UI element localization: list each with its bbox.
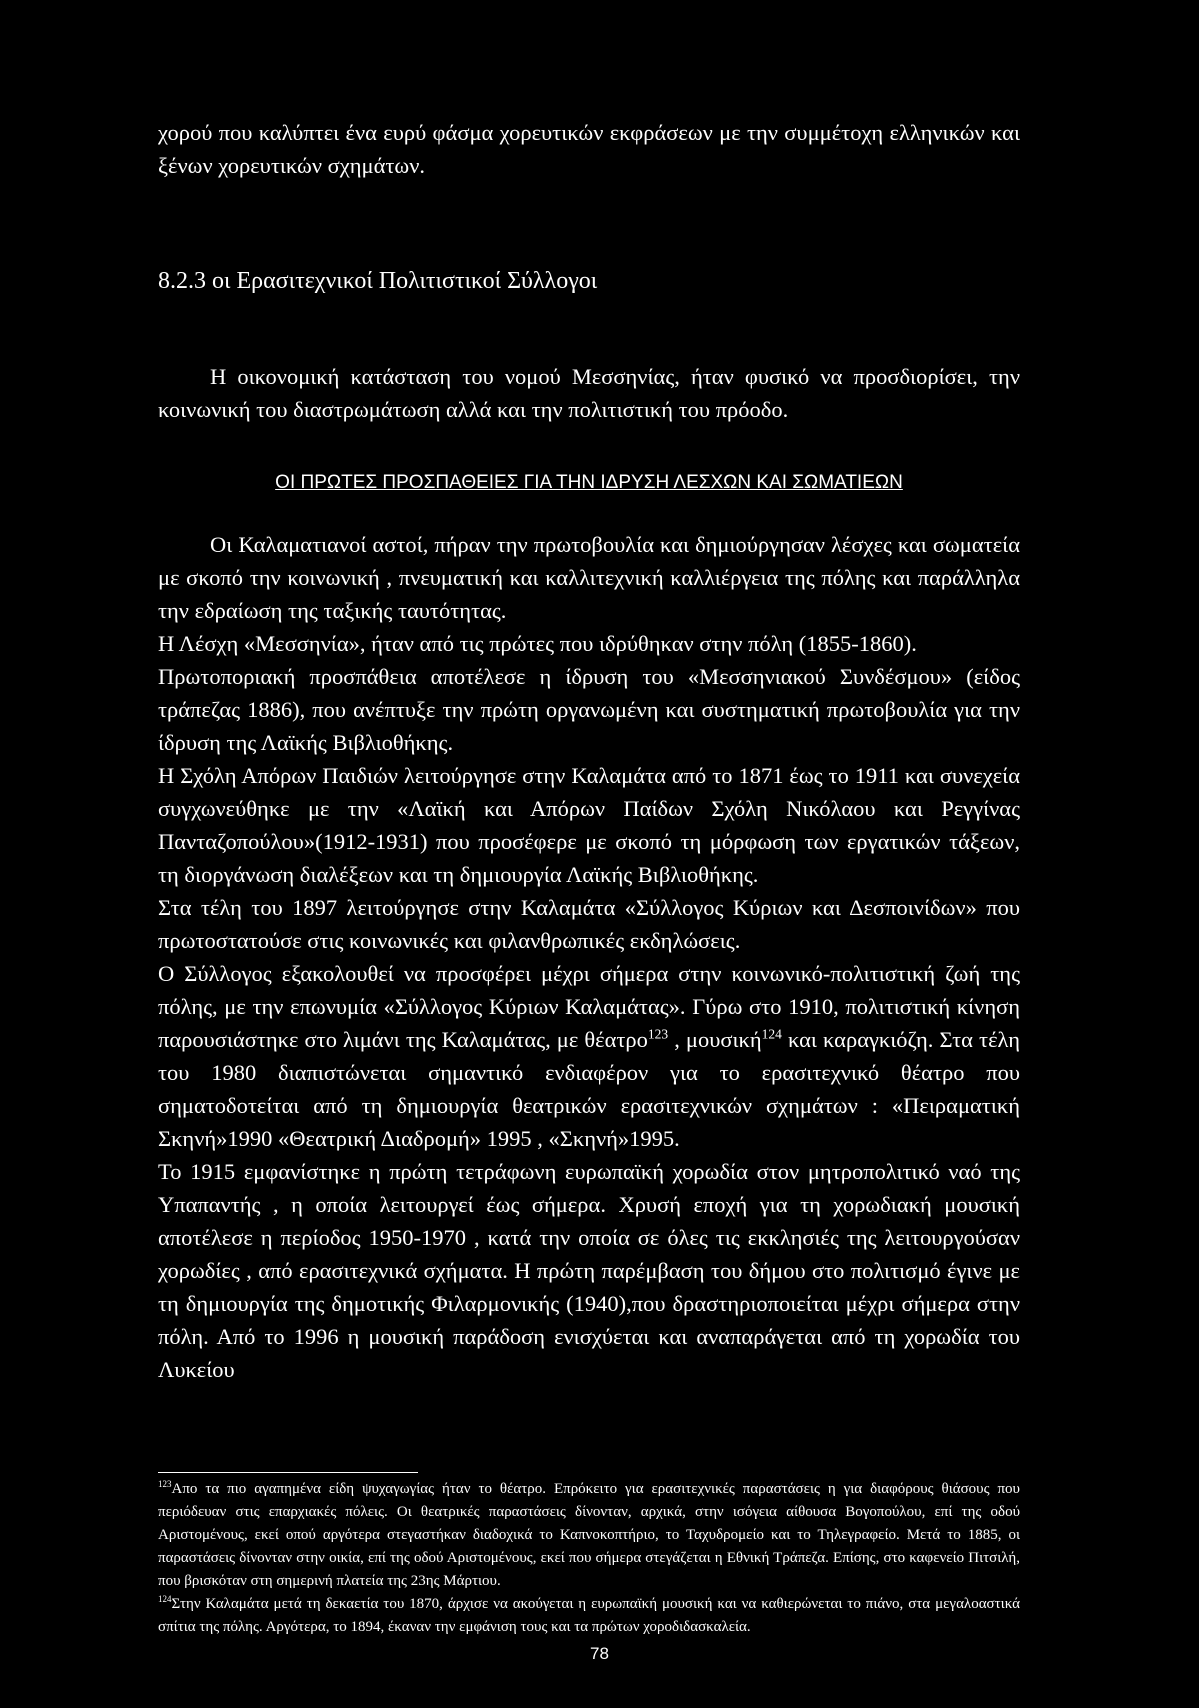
footnote-separator bbox=[158, 1472, 418, 1473]
footnote-ref-124[interactable]: 124 bbox=[761, 1026, 782, 1042]
intro-continuation bbox=[158, 116, 1020, 182]
paragraph-citizens: Οι Καλαματιανοί αστοί, πήραν την πρωτοβουλία και δημιούργησαν λέσχες και σωματεία με σκοπό την κοινωνική , πνευματική και καλλιτεχνική καλλιέργεια της πόλης και παράλληλα την εδραίωση της ταξικής ταυτότητας. bbox=[158, 532, 1020, 623]
paragraph-messinia-club: Η Λέσχη «Μεσσηνία», ήταν από τις πρώτες που ιδρύθηκαν στην πόλη (1855-1860). bbox=[158, 631, 917, 656]
main-text bbox=[158, 528, 1020, 1386]
paragraph-poor-children-school: Η Σχόλη Απόρων Παιδιών λειτούργησε στην Καλαμάτα από το 1871 έως το 1911 και συνεχεία συγχωνεύθηκε με την «Λαϊκή και Απόρων Παίδων Σχόλη Νικόλαου και Ρεγγίνας Πανταζοπούλου»(1912-1931) που προσέφερε με σκοπό τη μόρφωση των εργατικών τάξεων, τη διοργάνωση διαλέξεων και τη δημιουργία Λαϊκής Βιβλιοθήκης. bbox=[158, 763, 1020, 887]
paragraph-theatre-part-c: και καραγκιόζη. Στα τέλη του 1980 διαπιστώνεται σημαντικό ενδιαφέρον για το ερασιτεχνικό θέατρο που σηματοδοτείται από τη δημιουργία θεατρικών ερασιτεχνικών σχημάτων : «Πειραματική Σκηνή»1990 «Θεατρική Διαδρομή» 1995 , «Σκηνή»1995. bbox=[158, 1027, 1021, 1151]
footnote-text-124: Στην Καλαμάτα μετά τη δεκαετία του 1870, άρχισε να ακούγεται η ευρωπαϊκή μουσική και να καθιερώνεται το πιάνο, στα μεγαλοαστικά σπίτια της πόλης. Αργότερα, το 1894, έκαναν την εμφάνιση τους και τα πρώτων χοροδιδασκαλεία. bbox=[158, 1596, 1020, 1635]
footnote-text-123: Απο τα πιο αγαπημένα είδη ψυχαγωγίας ήταν το θέατρο. Επρόκειτο για ερασιτεχνικές παραστάσεις η για διαφόρους θιάσους που περιόδευαν στις επαρχιακές πόλεις. Οι θεατρικές παραστάσεις δίνονταν, αρχικά, στην ισόγεια αίθουσα Βογοπούλου, επί της οδού Αριστομένους, εκεί οπού αργότερα στεγαστήκαν διαδοχικά το Καπνοκοπτήριο, το Ταχυδρομείο και το Τηλεγραφείο. Μετά το 1885, οι παραστάσεις δίνονταν στην οικία, επί της οδού Αριστομένους, εκεί που σήμερα στεγάζεται η Εθνική Τράπεζα. Επίσης, στο καφενείο Πιτσιλή, που βρισκόταν στη σημερινή πλατεία της 23ης Μάρτιου. bbox=[158, 1481, 1020, 1589]
opening-paragraph bbox=[158, 360, 1020, 426]
footnote-number-124: 124 bbox=[158, 1594, 172, 1604]
footnote-123 bbox=[158, 1478, 1020, 1593]
paragraph-choir: Το 1915 εμφανίστηκε η πρώτη τετράφωνη ευρωπαϊκή χορωδία στον μητροπολιτικό ναό της Υπαπαντής , η οποία λειτουργεί έως σήμερα. Χρυσή εποχή για τη χορωδιακή μουσική αποτέλεσε η περίοδος 1950-1970 , κατά την οποία σε όλες τις εκκλησιές της λειτουργούσαν χορωδίες , από ερασιτεχνικά σχήματα. Η πρώτη παρέμβαση του δήμου στο πολιτισμό έγινε με τη δημιουργία της δημοτικής Φιλαρμονικής (1940),που δραστηριοποιείται μέχρι σήμερα στην πόλη. Από το 1996 η μουσική παράδοση ενισχύεται και αναπαράγεται από τη χορωδία του Λυκείου bbox=[158, 1159, 1020, 1382]
section-title: οι Ερασιτεχνικοί Πολιτιστικοί Σύλλογοι bbox=[212, 268, 598, 294]
paragraph-messinian-union: Πρωτοποριακή προσπάθεια αποτέλεσε η ίδρυση του «Μεσσηνιακού Συνδέσμου» (είδος τράπεζας 1886), που ανέπτυξε την πρώτη οργανωμένη και συστηματική πρωτοβουλία για την ίδρυση της Λαϊκής Βιβλιοθήκης. bbox=[158, 664, 1020, 755]
footnotes bbox=[158, 1478, 1020, 1639]
section-number: 8.2.3 bbox=[158, 268, 206, 294]
paragraph-theatre-part-b: , μουσική bbox=[668, 1027, 762, 1052]
paragraph-ladies-association: Στα τέλη του 1897 λειτούργησε στην Καλαμάτα «Σύλλογος Κύριων και Δεσποινίδων» που πρωτοστατούσε στις κοινωνικές και φιλανθρωπικές εκδηλώσεις. bbox=[158, 895, 1020, 953]
subheading-text: ΟΙ ΠΡΩΤΕΣ ΠΡΟΣΠΑΘΕΙΕΣ ΓΙΑ ΤΗΝ ΙΔΡΥΣΗ ΛΕΣΧΩΝ ΚΑΙ ΣΩΜΑΤΙΕΩΝ bbox=[275, 472, 903, 493]
footnote-ref-123[interactable]: 123 bbox=[647, 1026, 669, 1042]
intro-continuation-text: χορού που καλύπτει ένα ευρύ φάσμα χορευτικών εκφράσεων με την συμμέτοχη ελληνικών και ξένων χορευτικών σχημάτων. bbox=[158, 120, 1020, 178]
subheading bbox=[158, 470, 1020, 496]
section-heading bbox=[158, 265, 597, 297]
opening-paragraph-text: Η οικονομική κατάσταση του νομού Μεσσηνίας, ήταν φυσικό να προσδιορίσει, την κοινωνική του διαστρωμάτωση αλλά και την πολιτιστική του πρόοδο. bbox=[158, 364, 1020, 422]
footnote-number-123: 123 bbox=[158, 1479, 172, 1489]
footnote-124 bbox=[158, 1593, 1020, 1639]
paragraph-theatre bbox=[158, 957, 1020, 1155]
paragraph-theatre-part-a: Ο Σύλλογος εξακολουθεί να προσφέρει μέχρι σήμερα στην κοινωνικό-πολιτιστική ζωή της πόλης, με την επωνυμία «Σύλλογος Κύριων Καλαμάτας». Γύρω στο 1910, πολιτιστική κίνηση παρουσιάστηκε στο λιμάνι της Καλαμάτας, με θέατρο bbox=[158, 961, 1020, 1052]
page-number: 78 bbox=[590, 1644, 609, 1663]
